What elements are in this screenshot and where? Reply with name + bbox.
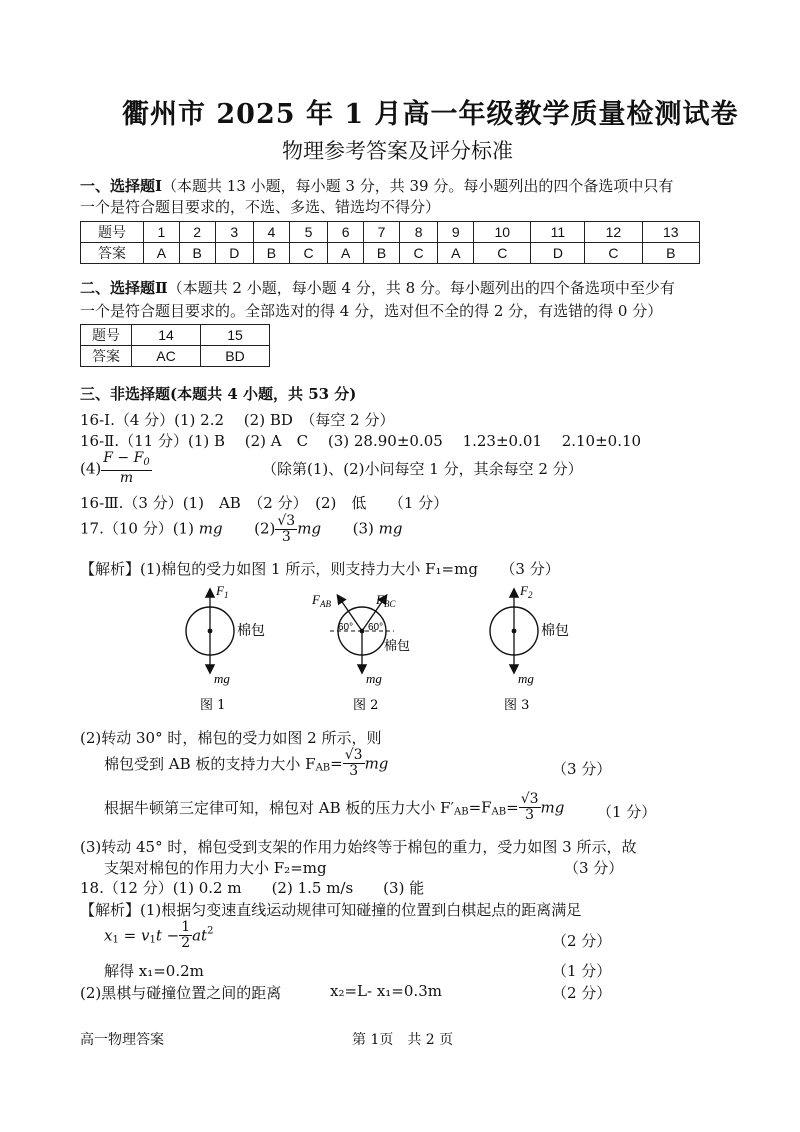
section2-answer-table bbox=[80, 324, 270, 367]
q17-score-1: （1 分） bbox=[597, 803, 657, 821]
answer-cell: B bbox=[364, 243, 400, 264]
row-label: 题号 bbox=[81, 325, 132, 346]
q17-part3-line2: 支架对棉包的作用力大小 F₂=mg bbox=[104, 859, 327, 877]
cotton-label: 棉包 bbox=[384, 639, 411, 654]
fab-label: $F_{AB}$ bbox=[312, 592, 331, 609]
answer-cell: D bbox=[531, 243, 585, 264]
q17-ans1: mg bbox=[198, 519, 223, 538]
q18-part2: (2)黑棋与碰撞位置之间的距离 bbox=[80, 984, 282, 1002]
eq-x: x bbox=[104, 926, 113, 945]
answer-cell: B bbox=[254, 243, 290, 264]
p3-mg: mg bbox=[540, 798, 565, 817]
q-number: 10 bbox=[474, 222, 531, 243]
q16-part2: 16-Ⅱ.（11 分）(1) B (2) A C (3) 28.90±0.05 1.23±0.01 2.10±0.10 bbox=[80, 432, 642, 450]
q-number: 11 bbox=[531, 222, 585, 243]
answer-cell: C bbox=[289, 243, 327, 264]
section2-desc1: （本题共 2 小题，每小题 4 分，共 8 分。每小题列出的四个备选项中至少有 bbox=[167, 279, 675, 297]
q17-part3-score: （3 分） bbox=[564, 859, 624, 877]
q17-prefix: 17.（10 分）(1) bbox=[80, 519, 194, 538]
q-number: 8 bbox=[399, 222, 437, 243]
half-den: 2 bbox=[181, 935, 191, 951]
section2-desc-line1 bbox=[80, 277, 675, 298]
q-number: 2 bbox=[179, 222, 215, 243]
q17-part2-line3 bbox=[104, 792, 564, 823]
q17-analysis-1 bbox=[80, 558, 560, 579]
q-number: 4 bbox=[254, 222, 290, 243]
row-label: 答案 bbox=[81, 243, 144, 264]
row-label: 答案 bbox=[81, 346, 132, 367]
q16-part1: 16-Ⅰ.（4 分）(1) 2.2 (2) BD （每空 2 分） bbox=[80, 411, 395, 429]
q18-part2-eq: x₂=L- x₁=0.3m bbox=[330, 982, 442, 1000]
angle-label-left: 60° bbox=[338, 622, 354, 633]
page-subtitle: 物理参考答案及评分标准 bbox=[282, 139, 513, 163]
analysis-label: 【解析】 bbox=[80, 560, 141, 578]
q16-l3-prefix: (4) bbox=[80, 459, 102, 478]
p2-eq: = bbox=[330, 754, 343, 773]
answer-cell: B bbox=[642, 243, 699, 264]
table-row-numbers bbox=[81, 222, 700, 243]
mg-label: mg bbox=[518, 671, 534, 686]
answer-cell: D bbox=[215, 243, 253, 264]
answer-cell: C bbox=[585, 243, 642, 264]
q17-part3-line1: (3)转动 45° 时，棉包受到支架的作用力始终等于棉包的重力，受力如图 3 所示，故 bbox=[80, 838, 637, 856]
q16-fraction bbox=[101, 451, 151, 486]
eq-at: at bbox=[192, 926, 208, 945]
q-number: 7 bbox=[364, 222, 400, 243]
q18-score-2b: （2 分） bbox=[552, 984, 612, 1002]
table-row-answers bbox=[81, 346, 270, 367]
table-row-answers bbox=[81, 243, 700, 264]
q17-frac-num: √3 bbox=[277, 513, 296, 529]
section1-desc-line1 bbox=[80, 175, 673, 196]
eq-t: t − bbox=[155, 926, 180, 945]
p3-eq: = bbox=[506, 798, 519, 817]
section3-heading: 三、非选择题(本题共 4 小题，共 53 分) bbox=[80, 385, 357, 403]
mg-label: mg bbox=[214, 671, 230, 686]
figure-2 bbox=[311, 592, 410, 713]
answer-cell: C bbox=[474, 243, 531, 264]
q-number: 14 bbox=[132, 325, 201, 346]
q18-score-1: （1 分） bbox=[552, 962, 612, 980]
q17-header bbox=[80, 514, 402, 545]
section1-heading: 一、选择题Ⅰ bbox=[80, 177, 163, 195]
cotton-label: 棉包 bbox=[237, 623, 265, 639]
q-number: 13 bbox=[642, 222, 699, 243]
section2-heading: 二、选择题Ⅱ bbox=[80, 279, 168, 297]
section1-desc1: （本题共 13 小题，每小题 3 分，共 39 分。每小题列出的四个备选项中只有 bbox=[162, 177, 674, 195]
f2-label: $F_2$ bbox=[520, 583, 533, 600]
p3-sub2: AB bbox=[491, 806, 507, 818]
section1-answer-table bbox=[80, 221, 700, 264]
force-diagrams bbox=[140, 580, 760, 720]
q-number: 6 bbox=[328, 222, 364, 243]
figure-2-caption: 图 2 bbox=[353, 698, 379, 713]
p2-mg: mg bbox=[364, 754, 389, 773]
p3-text: 根据牛顿第三定律可知，棉包对 AB 板的压力大小 F′ bbox=[104, 799, 454, 817]
answer-cell: A bbox=[328, 243, 364, 264]
figure-3 bbox=[490, 583, 569, 713]
eq-sq: 2 bbox=[207, 925, 214, 937]
eq-mid: = v bbox=[118, 926, 150, 945]
answer-cell: A bbox=[144, 243, 180, 264]
q18-analysis: 【解析】(1)根据匀变速直线运动规律可知碰撞的位置到白棋起点的距离满足 bbox=[80, 901, 582, 919]
p2-sub: AB bbox=[315, 762, 331, 774]
q-number: 15 bbox=[201, 325, 270, 346]
q-number: 1 bbox=[144, 222, 180, 243]
figure-1 bbox=[186, 583, 265, 713]
frac-num: √3 bbox=[520, 791, 539, 807]
analysis-text: (1)棉包的受力如图 1 所示，则支持力大小 F₁=mg （3 分） bbox=[140, 560, 560, 578]
mg-label: mg bbox=[366, 671, 382, 686]
q17-frac bbox=[275, 514, 297, 545]
q18-header: 18.（12 分）(1) 0.2 m (2) 1.5 m/s (3) 能 bbox=[80, 879, 425, 897]
p3-frac bbox=[519, 792, 541, 823]
p3-mid: =F bbox=[468, 798, 492, 817]
footer-page-number: 第 1页 共 2 页 bbox=[352, 1032, 454, 1048]
answer-cell: B bbox=[179, 243, 215, 264]
q17-frac-den: 3 bbox=[281, 529, 291, 545]
f1-label: $F_1$ bbox=[216, 583, 229, 600]
cotton-label: 棉包 bbox=[541, 623, 569, 639]
q16-part3: 16-Ⅲ.（3 分）(1) AB （2 分） (2) 低 （1 分） bbox=[80, 494, 449, 512]
p2-text: 棉包受到 AB 板的支持力大小 F bbox=[104, 755, 316, 773]
q17-p3: (3) bbox=[352, 519, 374, 538]
section2-desc-line2: 一个是符合题目要求的。全部选对的得 4 分，选对但不全的得 2 分，有选错的得 0 分） bbox=[80, 302, 663, 320]
answer-cell: C bbox=[399, 243, 437, 264]
q-number: 5 bbox=[289, 222, 327, 243]
q16-frac-num: F − F bbox=[103, 450, 144, 466]
eq-x-sub: 1 bbox=[112, 934, 119, 946]
q17-ans3: mg bbox=[378, 519, 403, 538]
angle-label-right: 60° bbox=[368, 622, 384, 633]
q16-frac-den: m bbox=[119, 470, 134, 486]
q17-score-3: （3 分） bbox=[552, 760, 612, 778]
q17-p2: (2) bbox=[254, 519, 276, 538]
q16-part2-line4 bbox=[80, 451, 152, 486]
fbc-label: $F_{BC}$ bbox=[376, 592, 396, 609]
eq-v-sub: 1 bbox=[149, 934, 156, 946]
frac-num: √3 bbox=[344, 747, 363, 763]
q16-note: （除第(1)、(2)小问每空 1 分，其余每空 2 分） bbox=[262, 460, 583, 478]
answer-cell: AC bbox=[132, 346, 201, 367]
frac-den: 3 bbox=[349, 763, 359, 779]
row-label: 题号 bbox=[81, 222, 144, 243]
p2-frac bbox=[343, 748, 365, 779]
q17-part2-line2 bbox=[104, 748, 388, 779]
q-number: 3 bbox=[215, 222, 253, 243]
half-num: 1 bbox=[181, 919, 191, 935]
q-number: 9 bbox=[438, 222, 474, 243]
answer-cell: A bbox=[438, 243, 474, 264]
q-number: 12 bbox=[585, 222, 642, 243]
q16-frac-sub: 0 bbox=[143, 457, 150, 468]
eq-half bbox=[179, 920, 192, 951]
table-row-numbers bbox=[81, 325, 270, 346]
footer-left: 高一物理答案 bbox=[80, 1032, 164, 1048]
page-title: 衢州市 2025 年 1 月高一年级教学质量检测试卷 bbox=[122, 99, 739, 130]
frac-den: 3 bbox=[525, 807, 535, 823]
q17-part2-line1: (2)转动 30° 时，棉包的受力如图 2 所示，则 bbox=[80, 729, 382, 747]
q18-equation bbox=[104, 920, 213, 951]
section1-desc-line2: 一个是符合题目要求的，不选、多选、错选均不得分） bbox=[80, 198, 441, 216]
figure-1-caption: 图 1 bbox=[200, 698, 226, 713]
q17-ans2: mg bbox=[297, 519, 322, 538]
q18-solve: 解得 x₁=0.2m bbox=[104, 962, 204, 980]
p3-sub1: AB bbox=[453, 806, 469, 818]
q18-score-2: （2 分） bbox=[552, 932, 612, 950]
answer-cell: BD bbox=[201, 346, 270, 367]
figure-3-caption: 图 3 bbox=[504, 698, 530, 713]
